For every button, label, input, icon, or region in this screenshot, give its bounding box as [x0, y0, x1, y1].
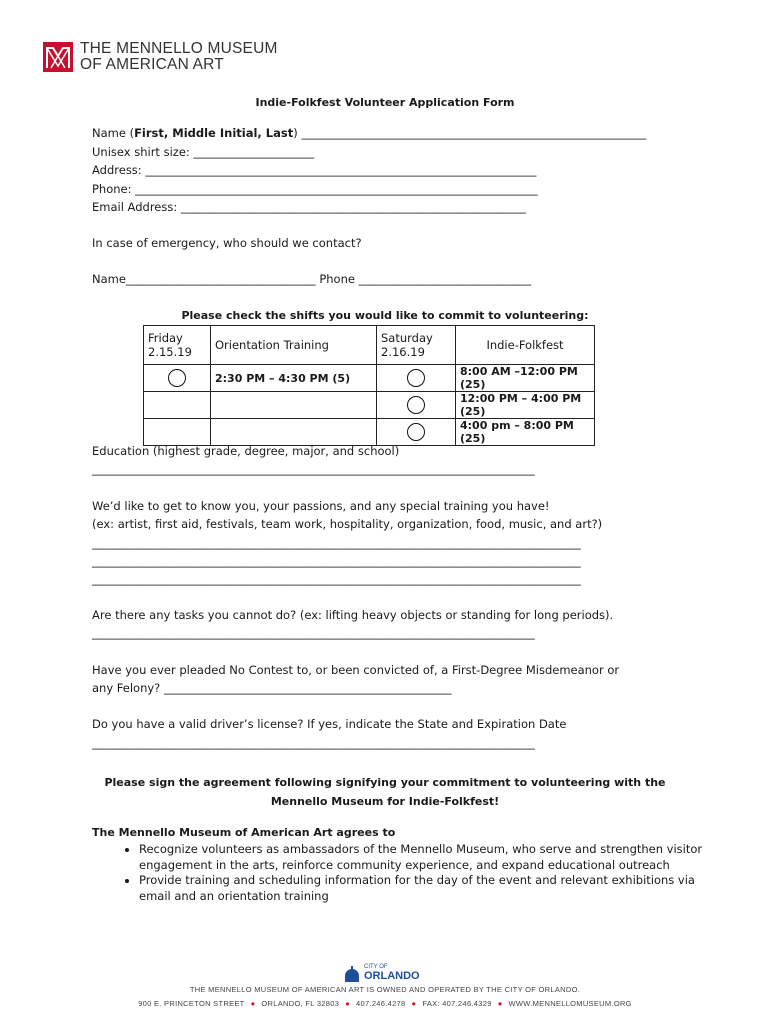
museum-logo-icon	[43, 42, 73, 72]
orlando-text: ORLANDO	[364, 970, 420, 982]
separator-dot: ●	[411, 999, 417, 1008]
name-label-prefix: Name (	[92, 126, 135, 140]
tasks-answer-line[interactable]: _____________________________________________________________________________	[92, 626, 535, 640]
separator-dot: ●	[250, 999, 256, 1008]
footer-city: ORLANDO, FL 32803	[261, 999, 340, 1008]
form-title: Indie-Folkfest Volunteer Application Form	[255, 96, 515, 109]
empty-cell	[144, 392, 211, 419]
empty-cell	[144, 419, 211, 446]
know-you-answer-line[interactable]: _____________________________________________________________________________________	[92, 554, 581, 568]
list-item: • Recognize volunteers as ambassadors of the Mennello Museum, who serve and strengthen visitor engagement in the arts, reinforce community experience, and expand educational outreach	[139, 842, 719, 873]
logo-line-1: THE MENNELLO MUSEUM	[80, 40, 278, 57]
festival-shift-3-checkbox[interactable]	[407, 423, 425, 441]
festival-time-3: 4:00 pm – 8:00 PM (25)	[456, 419, 595, 446]
phone-field[interactable]: Phone: ______________________________________________________________________	[92, 182, 538, 196]
festival-shift-1-checkbox[interactable]	[407, 369, 425, 387]
saturday-label: Saturday	[381, 331, 433, 345]
know-you-examples: (ex: artist, first aid, festivals, team work, hospitality, organization, food, music, and art?)	[92, 517, 603, 531]
saturday-date: 2.16.19	[381, 345, 425, 359]
shifts-table	[143, 325, 595, 446]
list-item: • Provide training and scheduling information for the day of the event and relevant exhibitions via email and an orientation training	[139, 873, 719, 904]
agreement-line-1: Please sign the agreement following signifying your commitment to volunteering with the	[104, 776, 666, 789]
know-you-answer-line[interactable]: _____________________________________________________________________________________	[92, 536, 581, 550]
know-you-answer-line[interactable]: _____________________________________________________________________________________	[92, 572, 581, 586]
address-field[interactable]: Address: ____________________________________________________________________	[92, 163, 537, 177]
table-row	[144, 419, 595, 446]
license-question: Do you have a valid driver’s license? If yes, indicate the State and Expiration Date	[92, 717, 567, 731]
footer-address: 900 E. PRINCETON STREET	[138, 999, 245, 1008]
name-label-suffix: ) ____________________________________________________________	[293, 126, 647, 140]
footer-ownership-text: THE MENNELLO MUSEUM OF AMERICAN ART IS OWNED AND OPERATED BY THE CITY OF ORLANDO.	[189, 985, 581, 994]
education-question: Education (highest grade, degree, major, and school)	[92, 444, 400, 458]
table-row	[144, 392, 595, 419]
logo-line-2: OF AMERICAN ART	[80, 56, 224, 73]
friday-label: Friday	[148, 331, 183, 345]
agreement-heading	[0, 773, 770, 811]
empty-cell	[211, 392, 377, 419]
orientation-time: 2:30 PM – 4:30 PM (5)	[211, 365, 377, 392]
city-of-text: CITY OF	[364, 964, 388, 970]
footer-fax: FAX: 407.246.4329	[422, 999, 492, 1008]
friday-checkbox-cell	[144, 365, 211, 392]
conviction-answer-line[interactable]: any Felony? __________________________________________________	[92, 681, 452, 695]
email-field[interactable]: Email Address: ____________________________________________________________	[92, 200, 526, 214]
saturday-checkbox-cell	[377, 365, 456, 392]
orientation-shift-checkbox[interactable]	[168, 369, 186, 387]
conviction-question: Have you ever pleaded No Contest to, or been convicted of, a First-Degree Misdemeanor or	[92, 663, 620, 677]
know-you-question: We’d like to get to know you, your passions, and any special training you have!	[92, 499, 550, 513]
museum-agreement-list	[92, 842, 719, 904]
separator-dot: ●	[345, 999, 351, 1008]
festival-shift-2-checkbox[interactable]	[407, 396, 425, 414]
friday-header	[144, 326, 211, 365]
name-field-line[interactable]	[92, 126, 646, 140]
museum-logo-text	[80, 41, 278, 73]
footer-phone: 407.246.4278	[356, 999, 406, 1008]
footer-website-link[interactable]: WWW.MENNELLOMUSEUM.ORG	[508, 999, 632, 1008]
emergency-question: In case of emergency, who should we contact?	[92, 236, 362, 250]
emergency-contact-field[interactable]: Name_________________________________ Phone ______________________________	[92, 272, 532, 286]
table-row	[144, 365, 595, 392]
license-answer-line[interactable]: _____________________________________________________________________________	[92, 736, 535, 750]
festival-header: Indie-Folkfest	[456, 326, 595, 365]
saturday-checkbox-cell	[377, 419, 456, 446]
orlando-dome-icon	[343, 966, 361, 984]
name-label-bold: First, Middle Initial, Last	[134, 126, 294, 140]
education-answer-line[interactable]: _____________________________________________________________________________	[92, 462, 535, 476]
museum-agrees-heading: The Mennello Museum of American Art agrees to	[92, 826, 396, 839]
shirt-size-field[interactable]: Unisex shirt size: _____________________	[92, 145, 315, 159]
footer-contact-line	[0, 999, 770, 1008]
saturday-checkbox-cell	[377, 392, 456, 419]
festival-time-2: 12:00 PM – 4:00 PM (25)	[456, 392, 595, 419]
shifts-heading: Please check the shifts you would like to commit to volunteering:	[181, 309, 589, 322]
city-of-orlando-logo	[343, 964, 423, 986]
separator-dot: ●	[497, 999, 503, 1008]
festival-time-1: 8:00 AM –12:00 PM (25)	[456, 365, 595, 392]
agreement-line-2: Mennello Museum for Indie-Folkfest!	[270, 795, 500, 808]
tasks-question: Are there any tasks you cannot do? (ex: lifting heavy objects or standing for long periods).	[92, 608, 614, 622]
empty-cell	[211, 419, 377, 446]
orientation-header: Orientation Training	[211, 326, 377, 365]
friday-date: 2.15.19	[148, 345, 192, 359]
saturday-header	[377, 326, 456, 365]
